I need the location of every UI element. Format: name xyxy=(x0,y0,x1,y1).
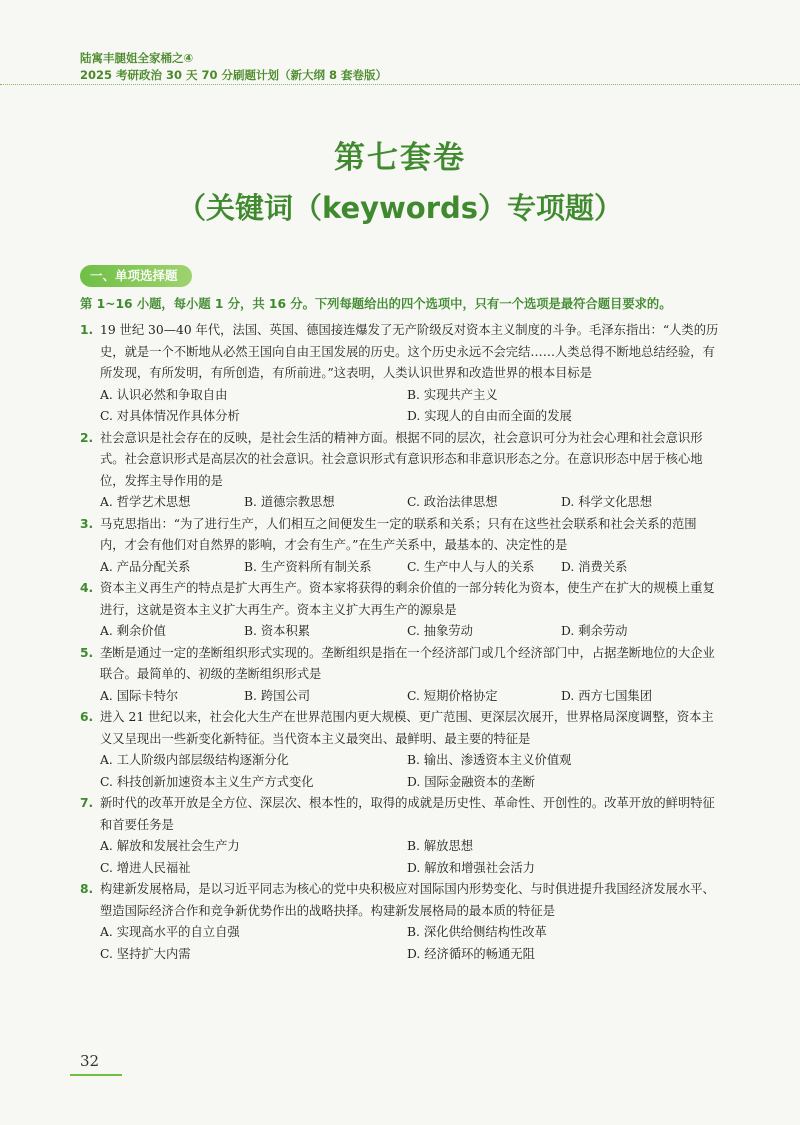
question-number: 3. xyxy=(80,516,94,531)
option: B. 输出、渗透资本主义价值观 xyxy=(407,753,572,767)
section-tag: 一、单项选择题 xyxy=(80,265,192,287)
question xyxy=(80,320,720,428)
question xyxy=(80,428,720,514)
question-number: 4. xyxy=(80,581,94,595)
option: D. 西方七国集团 xyxy=(561,688,653,703)
question-number: 5. xyxy=(80,645,94,660)
question-stem xyxy=(80,320,720,385)
option: C. 对具体情况作具体分析 xyxy=(100,409,240,423)
option: B. 资本积累 xyxy=(244,624,311,638)
option: A. 产品分配关系 xyxy=(100,559,191,574)
question-text: 资本主义再生产的特点是扩大再生产。资本家将获得的剩余价值的一部分转化为资本，使生产在扩大的规模上重复进行，这就是资本主义扩大再生产。资本主义扩大再生产的源泉是 xyxy=(100,581,715,617)
book-title: 2025 考研政治 30 天 70 分刷题计划（新大纲 8 套卷版） xyxy=(80,68,388,82)
page-number-underline xyxy=(70,1074,122,1076)
option: B. 道德宗教思想 xyxy=(244,495,335,509)
running-header xyxy=(80,50,387,84)
question xyxy=(80,879,720,965)
question-number: 6. xyxy=(80,710,94,724)
question-list xyxy=(80,320,720,965)
option: B. 跨国公司 xyxy=(244,688,311,703)
option-list xyxy=(80,385,720,428)
question-stem xyxy=(80,578,720,621)
section-instruction: 第 1~16 小题，每小题 1 分，共 16 分。下列每题给出的四个选项中，只有一个选项是最符合题目要求的。 xyxy=(80,297,672,311)
question xyxy=(80,578,720,643)
option: A. 实现高水平的自立自强 xyxy=(100,925,240,939)
question-text: 马克思指出：“为了进行生产，人们相互之间便发生一定的联系和关系；只有在这些社会联系和社会关系的范围内，才会有他们对自然界的影响，才会有生产。”在生产关系中，最基本的、决定性的是 xyxy=(100,516,697,552)
option: C. 政治法律思想 xyxy=(407,495,498,509)
question-stem xyxy=(80,643,720,686)
option: C. 短期价格协定 xyxy=(407,688,498,703)
option: C. 科技创新加速资本主义生产方式变化 xyxy=(100,774,314,789)
question xyxy=(80,707,720,793)
option: C. 坚持扩大内需 xyxy=(100,946,191,961)
question-text: 19 世纪 30—40 年代，法国、英国、德国接连爆发了无产阶级反对资本主义制度的斗争。毛泽东指出：“人类的历史，就是一个不断地从必然王国向自由王国发展的历史。这个历史永远不会完结……人类总得不断地总结经验，有所发现，有所发明，有所创造，有所前进。”这表明，人类认识世界和改造世界的根本目标是 xyxy=(100,323,719,380)
option-list xyxy=(80,750,720,793)
question-stem xyxy=(80,428,720,493)
option-list xyxy=(80,557,720,579)
option: A. 剩余价值 xyxy=(100,624,166,638)
option-list xyxy=(80,922,720,965)
question-stem xyxy=(80,707,720,750)
option: C. 生产中人与人的关系 xyxy=(407,559,535,574)
question-number: 7. xyxy=(80,796,94,810)
option: B. 解放思想 xyxy=(407,839,474,853)
option: B. 生产资料所有制关系 xyxy=(244,559,372,574)
question-number: 8. xyxy=(80,882,94,896)
option: D. 经济循环的畅通无阻 xyxy=(407,946,535,961)
question-text: 社会意识是社会存在的反映，是社会生活的精神方面。根据不同的层次，社会意识可分为社会心理和社会意识形式。社会意识形式是高层次的社会意识。社会意识形式有意识形态和非意识形态之分。在意识形态中居于核心地位，发挥主导作用的是 xyxy=(100,430,703,488)
option: A. 国际卡特尔 xyxy=(100,688,179,703)
question-text: 进入 21 世纪以来，社会化大生产在世界范围内更大规模、更广范围、更深层次展开，世界格局深度调整，资本主义又呈现出一些新变化新特征。当代资本主义最突出、最鲜明、最主要的特征是 xyxy=(100,710,714,746)
option: D. 消费关系 xyxy=(561,559,628,574)
question xyxy=(80,643,720,708)
option: D. 剩余劳动 xyxy=(561,624,628,638)
question-number: 2. xyxy=(80,430,94,445)
option: A. 认识必然和争取自由 xyxy=(100,387,228,402)
question xyxy=(80,793,720,879)
question-text: 垄断是通过一定的垄断组织形式实现的。垄断组织是指在一个经济部门或几个经济部门中，占据垄断地位的大企业联合。最简单的、初级的垄断组织形式是 xyxy=(100,645,715,681)
option: D. 国际金融资本的垄断 xyxy=(407,774,535,789)
option: D. 实现人的自由而全面的发展 xyxy=(407,409,572,423)
page-number: 32 xyxy=(80,1052,100,1070)
question-stem xyxy=(80,514,720,557)
option: A. 哲学艺术思想 xyxy=(100,495,191,509)
paper-subtitle: （关键词（keywords）专项题） xyxy=(176,191,624,225)
option: C. 增进人民福祉 xyxy=(100,860,191,875)
option: D. 科学文化思想 xyxy=(561,495,653,509)
series-title: 陆寓丰腿姐全家桶之④ xyxy=(80,51,194,65)
option: A. 工人阶级内部层级结构逐渐分化 xyxy=(100,753,289,767)
option: A. 解放和发展社会生产力 xyxy=(100,839,240,853)
option: D. 解放和增强社会活力 xyxy=(407,860,535,875)
option-list xyxy=(80,836,720,879)
question-text: 构建新发展格局，是以习近平同志为核心的党中央积极应对国际国内形势变化、与时俱进提升我国经济发展水平、塑造国际经济合作和竞争新优势作出的战略抉择。构建新发展格局的最本质的特征是 xyxy=(100,882,715,918)
question-stem xyxy=(80,793,720,836)
option: C. 抽象劳动 xyxy=(407,624,473,638)
question-number: 1. xyxy=(80,323,94,337)
question-text: 新时代的改革开放是全方位、深层次、根本性的，取得的成就是历史性、革命性、开创性的。改革开放的鲜明特征和首要任务是 xyxy=(100,796,715,832)
option-list xyxy=(80,621,720,643)
paper-title: 第七套卷 xyxy=(334,140,466,176)
question-stem xyxy=(80,879,720,922)
option: B. 深化供给侧结构性改革 xyxy=(407,925,547,939)
option-list xyxy=(80,686,720,708)
header-divider xyxy=(0,84,800,85)
option-list xyxy=(80,492,720,514)
question xyxy=(80,514,720,579)
option: B. 实现共产主义 xyxy=(407,387,498,402)
